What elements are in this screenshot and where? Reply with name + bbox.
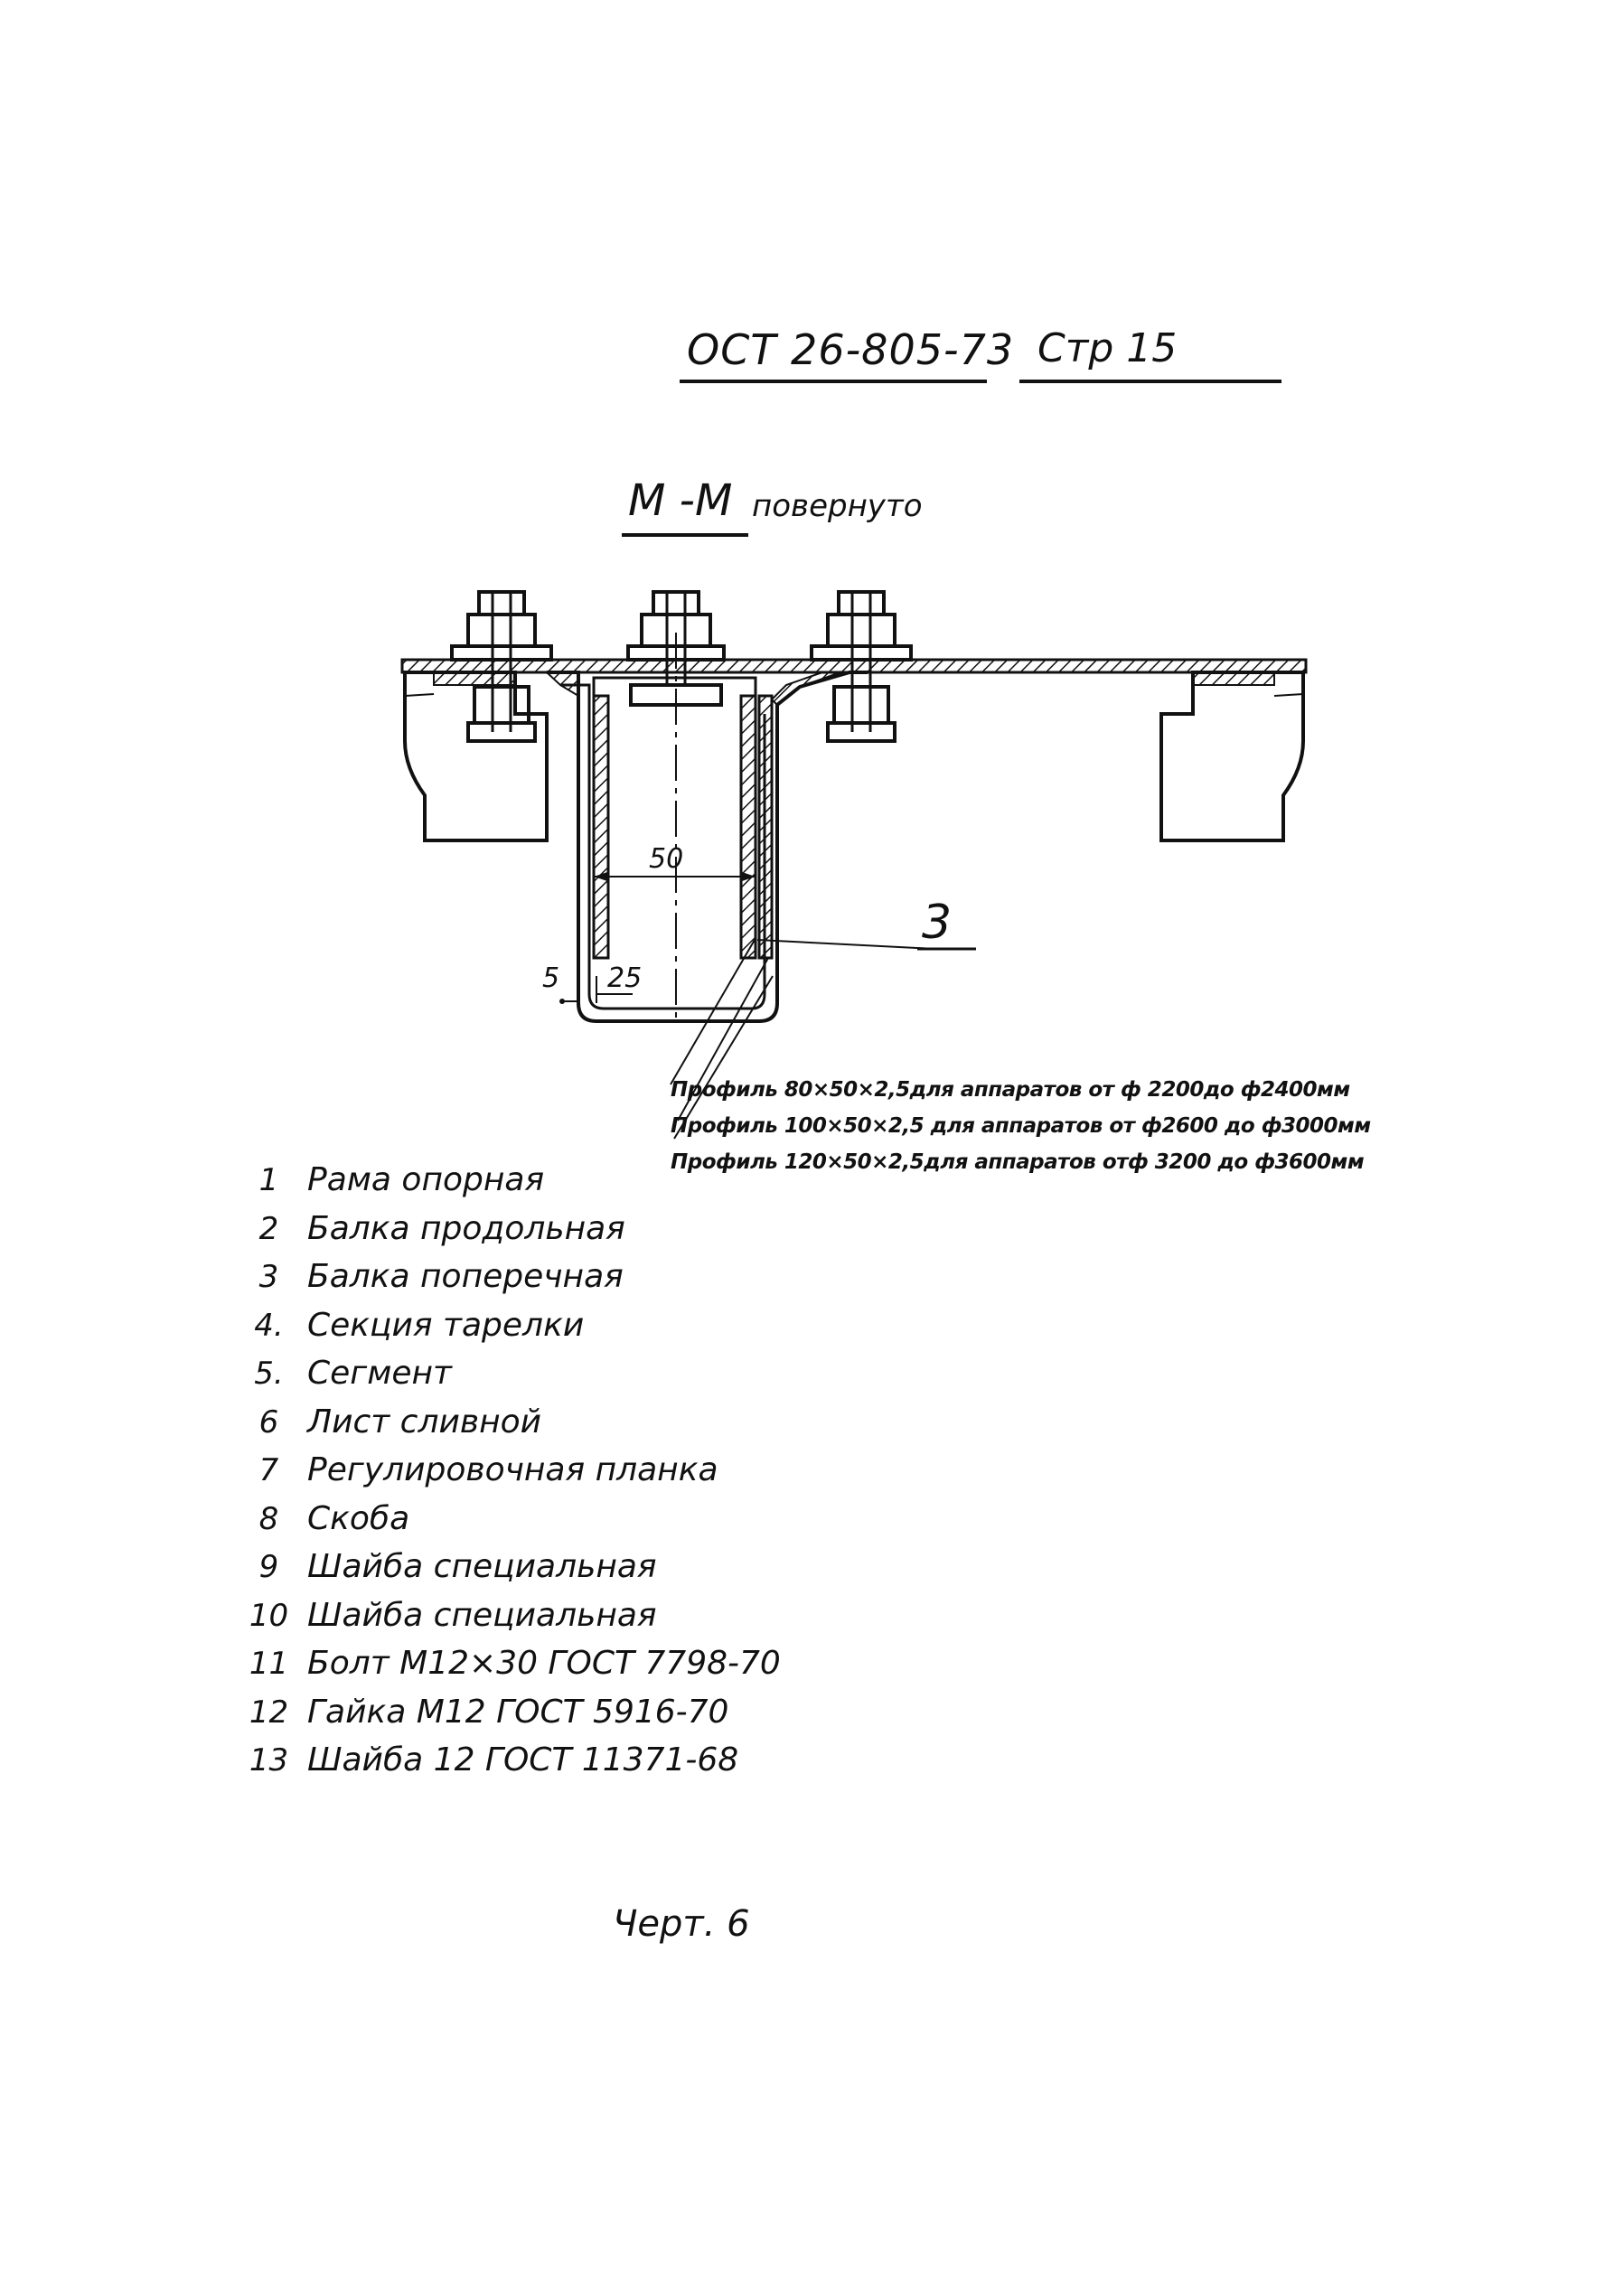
list-item xyxy=(230,1403,781,1452)
part-name: Гайка М12 ГОСТ 5916-70 xyxy=(307,1693,729,1731)
section-label-underline xyxy=(622,533,748,537)
part-number: 5. xyxy=(254,1356,284,1392)
channel-wall-right xyxy=(741,696,756,958)
part-number: 11 xyxy=(249,1646,289,1682)
part-number: 9 xyxy=(258,1549,279,1585)
callout-5: 5 xyxy=(542,962,560,994)
profile-note: Профиль 100×50×2,5 для аппаратов от ф2600 до ф3000мм xyxy=(671,1114,1371,1138)
page-number: Стр 15 xyxy=(1037,325,1178,371)
part-number: 10 xyxy=(249,1597,289,1634)
list-item xyxy=(230,1548,781,1597)
page-number-underline xyxy=(1019,380,1281,383)
section-label: М -М xyxy=(628,475,733,526)
part-name: Сегмент xyxy=(307,1355,453,1392)
dimension-50: 50 xyxy=(649,843,684,875)
list-item xyxy=(230,1694,781,1742)
document-code: ОСТ 26-805-73 xyxy=(687,325,1015,374)
profile-note: Профиль 80×50×2,5для аппаратов от ф 2200до ф2400мм xyxy=(671,1078,1350,1102)
list-item xyxy=(230,1500,781,1549)
right-flange xyxy=(1193,672,1274,685)
part-name: Регулировочная планка xyxy=(307,1451,718,1488)
part-name: Шайба 12 ГОСТ 11371-68 xyxy=(307,1741,739,1779)
list-item xyxy=(230,1355,781,1403)
part-name: Секция тарелки xyxy=(307,1306,585,1344)
part-name: Лист сливной xyxy=(307,1403,542,1441)
list-item xyxy=(230,1645,781,1694)
figure-caption: Черт. 6 xyxy=(613,1903,750,1945)
list-item xyxy=(230,1307,781,1356)
part-number: 12 xyxy=(249,1694,289,1731)
part-name: Балка поперечная xyxy=(307,1258,624,1295)
part-number: 3 xyxy=(258,1259,279,1295)
document-code-underline xyxy=(680,380,987,383)
part-name: Рама опорная xyxy=(307,1161,545,1198)
list-item xyxy=(230,1597,781,1646)
list-item xyxy=(230,1258,781,1307)
list-item xyxy=(230,1210,781,1259)
part-number: 4. xyxy=(254,1307,284,1344)
part-name: Шайба специальная xyxy=(307,1548,657,1585)
part-name: Скоба xyxy=(307,1499,410,1537)
part-number: 6 xyxy=(258,1403,279,1441)
part-number: 7 xyxy=(258,1452,279,1488)
left-flange xyxy=(434,672,515,685)
section-note: повернуто xyxy=(752,488,923,524)
part-number: 1 xyxy=(258,1162,279,1198)
part-number: 2 xyxy=(258,1210,279,1247)
channel-wall-left xyxy=(594,696,608,958)
section-drawing xyxy=(398,578,1310,1157)
top-plate xyxy=(402,660,1306,672)
callout-3: 3 xyxy=(922,896,953,950)
part-number: 13 xyxy=(249,1742,289,1779)
channel-wall-right-2 xyxy=(759,696,772,958)
part-name: Болт М12×30 ГОСТ 7798-70 xyxy=(307,1645,781,1682)
list-item xyxy=(230,1161,781,1210)
part-name: Шайба специальная xyxy=(307,1596,657,1634)
list-item xyxy=(230,1741,781,1790)
parts-list xyxy=(230,1161,781,1790)
section-drawing-svg xyxy=(398,578,1310,1157)
dimension-25: 25 xyxy=(607,962,643,994)
part-name: Балка продольная xyxy=(307,1209,625,1247)
part-number: 8 xyxy=(258,1500,279,1537)
profile-note: Профиль 120×50×2,5для аппаратов отф 3200 до ф3600мм xyxy=(671,1150,1365,1174)
list-item xyxy=(230,1451,781,1500)
right-support-block xyxy=(1161,672,1303,840)
